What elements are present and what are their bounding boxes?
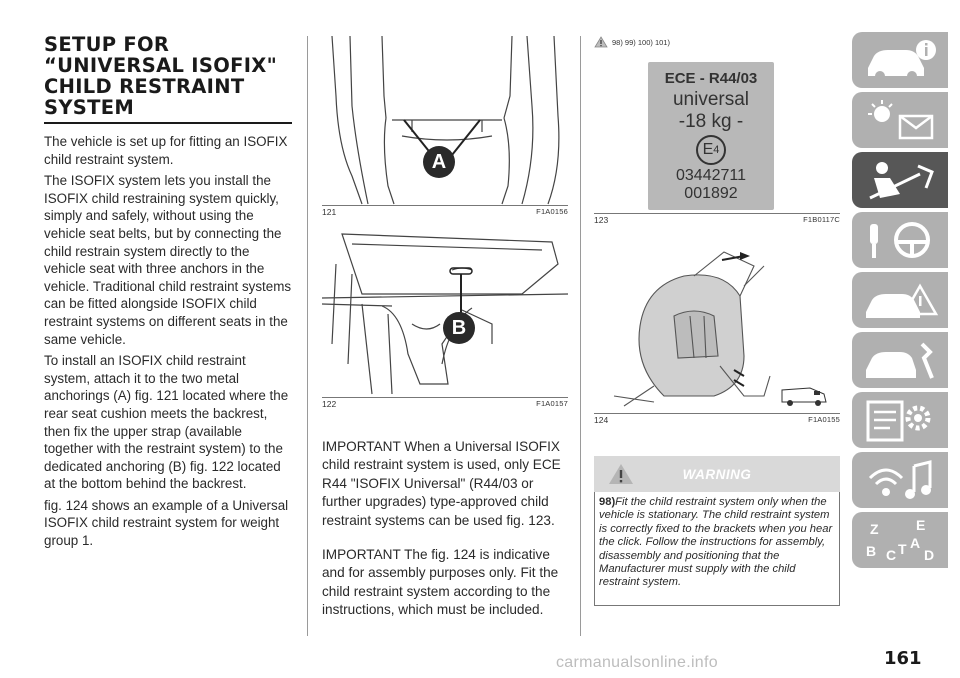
rear-anchor-illustration [322,224,568,398]
column-divider [307,36,308,636]
warning-triangle-icon [608,463,634,485]
figure-number: 122 [322,399,337,409]
figure-caption [594,215,840,225]
main-text-column [44,34,294,550]
figure-123 [594,54,840,225]
index-letter: E [916,518,926,533]
chapter-tabs [852,32,948,572]
figure-caption [594,415,840,425]
tab-safety[interactable] [852,152,948,208]
airbag-seat-icon [860,158,940,202]
warning-body [594,492,840,606]
tab-dashboard[interactable] [852,92,948,148]
paragraph: The ISOFIX system lets you install the ISOFIX child restraining system quickly, simply and safely, without using the vehicle seat belts, but by connecting the child restrain system directly to the vehicle seat with three anchors in the vehicle. Traditional child restraint systems can be fitted alongside ISOFIX child restraint systems on different seats in the same vehicle. [44,173,292,347]
car-info-icon [860,38,940,82]
approval-label [648,62,774,210]
car-crash-icon [860,278,940,322]
figure-121 [322,36,568,217]
tab-getting-to-know[interactable] [852,32,948,88]
e-mark: E 4 [696,135,726,165]
child-seat-illustration [594,246,840,414]
label-line: 03442711 [676,167,746,184]
index-letter: T [898,541,907,557]
figure-code: F1A0157 [536,399,568,408]
label-line: ECE - R44/03 [664,70,758,87]
figure-code: F1B0117C [803,215,840,224]
index-letter: B [866,543,877,559]
important-note: IMPORTANT When a Universal ISOFIX child restraint system is used, only ECE R44 "ISOFIX Universal" (R44/03 or further upgrades) type-approved child restraint systems can be used fig. 123. [322,439,561,528]
figure-caption [322,399,568,409]
warning-text: 98)Fit the child restraint system only when the vehicle is stationary. The child restraint system is correctly fixed to the brackets when you hear the click. Follow the instructions for assembly, disassembly and positioning that the Manufacturer must supply with the child restraint system. [599,496,833,589]
marker-a: A [423,146,455,178]
label-line: 001892 [684,185,738,202]
data-gear-icon [860,398,940,442]
notes-column [322,434,568,620]
tab-index[interactable] [852,512,948,568]
tab-emergency[interactable] [852,272,948,328]
multimedia-icon [860,458,940,502]
figure-number: 121 [322,207,337,217]
warning-heading: WARNING [682,466,752,482]
page-number: 161 [884,648,922,669]
warning-lights-icon [860,98,940,142]
index-letter: Z [870,521,879,537]
important-note: IMPORTANT The fig. 124 is indicative and for assembly purposes only. Fit the child restraint system according to the instructions, which must be included. [322,547,559,618]
refs-text: 98) 99) 100) 101) [612,37,670,47]
section-title: SETUP FOR “UNIVERSAL ISOFIX" CHILD RESTRAINT SYSTEM [44,34,292,124]
index-letters-icon [860,518,940,562]
index-letter: C [886,547,897,562]
index-letter: A [910,535,921,551]
marker-b: B [443,312,475,344]
warning-triangle-icon [594,36,608,48]
figure-122 [322,224,568,409]
van-icon [782,388,826,406]
figure-code: F1A0156 [536,207,568,216]
car-tools-icon [860,338,940,382]
warning-box [594,456,840,606]
watermark: carmanualsonline.info [556,654,718,671]
warning-ref: 98) [599,496,616,508]
figure-number: 123 [594,215,609,225]
tab-servicing[interactable] [852,332,948,388]
tab-technical-data[interactable] [852,392,948,448]
key-steering-icon [860,218,940,262]
paragraph: To install an ISOFIX child restraint system, attach it to the two metal anchorings (A) fig. 121 located where the rear seat cushion meets the backrest, then fix the upper strap (available together with the restraint system) to the dedicated anchoring (B) fig. 122 located at the bottom behind the backrest. [44,353,289,492]
index-letter: D [924,547,935,562]
figure-number: 124 [594,415,609,425]
warning-header [594,456,840,492]
label-line: -18 kg - [678,111,744,132]
figure-124 [594,246,840,425]
warning-refs [594,36,670,48]
figure-caption [322,207,568,217]
paragraph: The vehicle is set up for fitting an ISOFIX child restraint system. [44,134,288,167]
tab-starting-driving[interactable] [852,212,948,268]
figure-code: F1A0155 [808,415,840,424]
label-line: universal [672,89,750,110]
tab-multimedia[interactable] [852,452,948,508]
column-divider [580,36,581,636]
paragraph: fig. 124 shows an example of a Universal ISOFIX child restraint system for weight group 1. [44,497,289,549]
seat-anchor-illustration [322,36,568,206]
